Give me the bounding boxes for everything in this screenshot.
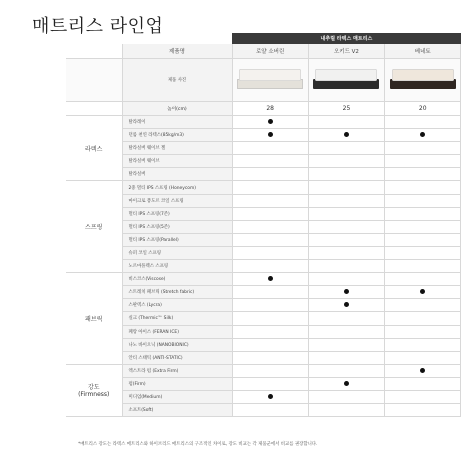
feature-cell: [232, 246, 308, 259]
feature-label: 나노 바이오닉 (NANOBIONIC): [122, 338, 232, 351]
feature-cell: [308, 220, 384, 233]
photo-label: 제품 사진: [122, 59, 232, 102]
lineup-table-container: [66, 33, 461, 417]
check-dot-icon: [420, 368, 425, 373]
feature-label: 스판덱스 (Lycra): [122, 299, 232, 312]
table-row: [66, 207, 461, 220]
band-row: [66, 33, 461, 44]
table-row: [66, 142, 461, 155]
page-title: 매트리스 라인업: [32, 16, 164, 37]
table-row: [66, 377, 461, 390]
feature-cell: [385, 142, 461, 155]
table-row: [66, 260, 461, 273]
feature-label: 마이크로 퐁도르 코일 스프링: [122, 194, 232, 207]
table-row: [66, 364, 461, 377]
mattress-royal-sovereign-image: [237, 67, 303, 91]
feature-cell: [232, 325, 308, 338]
table-row: [66, 273, 461, 286]
height-label: 높이(cm): [122, 102, 232, 116]
category-name: 패브릭: [85, 315, 103, 323]
category-name: 라텍스: [85, 145, 103, 153]
feature-cell: [232, 390, 308, 403]
check-dot-icon: [344, 289, 349, 294]
feature-label: 2중 멀티 IPS 스프링 (Honeycom): [122, 181, 232, 194]
feature-cell: [308, 377, 384, 390]
check-dot-icon: [268, 119, 273, 124]
feature-cell: [232, 116, 308, 129]
feature-cell: [385, 299, 461, 312]
check-dot-icon: [268, 276, 273, 281]
feature-cell: [232, 155, 308, 168]
category-name: 스프링: [85, 224, 103, 232]
feature-cell: [308, 364, 384, 377]
table-row: [66, 404, 461, 417]
feature-label: 멀티 IPS 스프링(5존): [122, 220, 232, 233]
feature-cell: [308, 273, 384, 286]
table-row: [66, 220, 461, 233]
feature-cell: [385, 312, 461, 325]
feature-cell: [308, 325, 384, 338]
product-height: 25: [308, 102, 384, 116]
feature-cell: [308, 194, 384, 207]
feature-cell: [232, 220, 308, 233]
mattress-orchid-v2-image: [313, 67, 379, 91]
feature-cell: [308, 312, 384, 325]
feature-cell: [385, 246, 461, 259]
feature-label: 슈퍼 코일 스프링: [122, 246, 232, 259]
feature-cell: [232, 338, 308, 351]
product-photo-row: [66, 59, 461, 102]
feature-cell: [308, 404, 384, 417]
feature-label: 엑스트라 펌 (Extra Firm): [122, 364, 232, 377]
check-dot-icon: [344, 132, 349, 137]
table-row: [66, 325, 461, 338]
feature-label: 펌(Firm): [122, 377, 232, 390]
feature-cell: [385, 351, 461, 364]
feature-cell: [232, 142, 308, 155]
feature-cell: [385, 377, 461, 390]
feature-cell: [385, 364, 461, 377]
feature-cell: [385, 338, 461, 351]
table-row: [66, 168, 461, 181]
feature-cell: [385, 404, 461, 417]
mattress-veneto-image: [390, 67, 456, 91]
feature-cell: [232, 181, 308, 194]
feature-label: 던롭 천연 라텍스(85kg/m3): [122, 129, 232, 142]
category-label: [66, 273, 122, 365]
feature-label: 실크 (Thermic™ Silk): [122, 312, 232, 325]
feature-cell: [308, 390, 384, 403]
feature-cell: [232, 312, 308, 325]
feature-cell: [385, 233, 461, 246]
feature-cell: [232, 286, 308, 299]
feature-label: 탈라실버 웨이브: [122, 155, 232, 168]
feature-cell: [308, 207, 384, 220]
category-label: [66, 116, 122, 181]
feature-cell: [308, 351, 384, 364]
table-row: [66, 299, 461, 312]
product-height: 20: [385, 102, 461, 116]
table-row: [66, 390, 461, 403]
table-row: [66, 233, 461, 246]
feature-cell: [385, 155, 461, 168]
feature-cell: [232, 129, 308, 142]
feature-cell: [308, 142, 384, 155]
feature-cell: [385, 286, 461, 299]
feature-cell: [308, 233, 384, 246]
feature-cell: [385, 220, 461, 233]
feature-cell: [385, 390, 461, 403]
feature-cell: [308, 181, 384, 194]
category-label: [66, 181, 122, 273]
check-dot-icon: [268, 132, 273, 137]
product-name: 오키드 V2: [308, 44, 384, 59]
category-subname: (Firmness): [78, 391, 110, 399]
feature-cell: [232, 207, 308, 220]
check-dot-icon: [420, 289, 425, 294]
lineup-table: [66, 33, 461, 417]
table-row: [66, 194, 461, 207]
header-label: 제품명: [122, 44, 232, 59]
feature-cell: [385, 168, 461, 181]
feature-cell: [385, 116, 461, 129]
feature-label: 노르마플렉스 스프링: [122, 260, 232, 273]
table-row: [66, 286, 461, 299]
feature-cell: [232, 273, 308, 286]
feature-cell: [385, 129, 461, 142]
band-label: 내추럴 라텍스 매트리스: [232, 33, 461, 44]
check-dot-icon: [268, 394, 273, 399]
check-dot-icon: [420, 132, 425, 137]
feature-cell: [385, 273, 461, 286]
check-dot-icon: [344, 381, 349, 386]
feature-cell: [308, 155, 384, 168]
height-row: [66, 102, 461, 116]
feature-label: 탈라실버 웨이브 젤: [122, 142, 232, 155]
feature-label: 멀티 IPS 스프링(Parallel): [122, 233, 232, 246]
feature-label: 스트레치 패브릭 (Stretch fabric): [122, 286, 232, 299]
feature-cell: [232, 299, 308, 312]
table-row: [66, 351, 461, 364]
feature-cell: [385, 260, 461, 273]
feature-label: 안티 스태틱 (ANTI-STATIC): [122, 351, 232, 364]
feature-cell: [232, 351, 308, 364]
table-row: [66, 181, 461, 194]
feature-cell: [232, 194, 308, 207]
feature-label: 멀티 IPS 스프링(7존): [122, 207, 232, 220]
footnote: *매트리스 강도는 라텍스 매트리스와 하이브리드 매트리스의 구조적인 차이로, 강도 비교는 각 제품군에서 비교를 권장합니다.: [78, 442, 318, 447]
table-row: [66, 312, 461, 325]
feature-cell: [308, 260, 384, 273]
product-name-row: [66, 44, 461, 59]
feature-label: 미디엄(Medium): [122, 390, 232, 403]
feature-cell: [232, 377, 308, 390]
feature-cell: [232, 364, 308, 377]
feature-label: 비스코스(Viscose): [122, 273, 232, 286]
feature-cell: [385, 325, 461, 338]
feature-cell: [308, 129, 384, 142]
feature-label: 소프트(Soft): [122, 404, 232, 417]
category-name: 강도: [87, 384, 100, 392]
feature-cell: [308, 299, 384, 312]
feature-cell: [308, 168, 384, 181]
table-row: [66, 246, 461, 259]
feature-cell: [385, 181, 461, 194]
feature-cell: [385, 194, 461, 207]
feature-label: 페랑 아이스 (FERAN ICE): [122, 325, 232, 338]
check-dot-icon: [344, 302, 349, 307]
table-row: [66, 129, 461, 142]
feature-cell: [308, 286, 384, 299]
product-name: 베네토: [385, 44, 461, 59]
product-name: 로얄 소버린: [232, 44, 308, 59]
feature-label: 탈라레이: [122, 116, 232, 129]
feature-cell: [232, 233, 308, 246]
feature-cell: [232, 260, 308, 273]
feature-cell: [308, 338, 384, 351]
table-row: [66, 338, 461, 351]
table-row: [66, 116, 461, 129]
feature-label: 탈라실버: [122, 168, 232, 181]
table-row: [66, 155, 461, 168]
feature-cell: [385, 207, 461, 220]
feature-cell: [308, 116, 384, 129]
product-height: 28: [232, 102, 308, 116]
feature-cell: [232, 168, 308, 181]
feature-cell: [232, 404, 308, 417]
category-label: [66, 364, 122, 416]
feature-cell: [308, 246, 384, 259]
